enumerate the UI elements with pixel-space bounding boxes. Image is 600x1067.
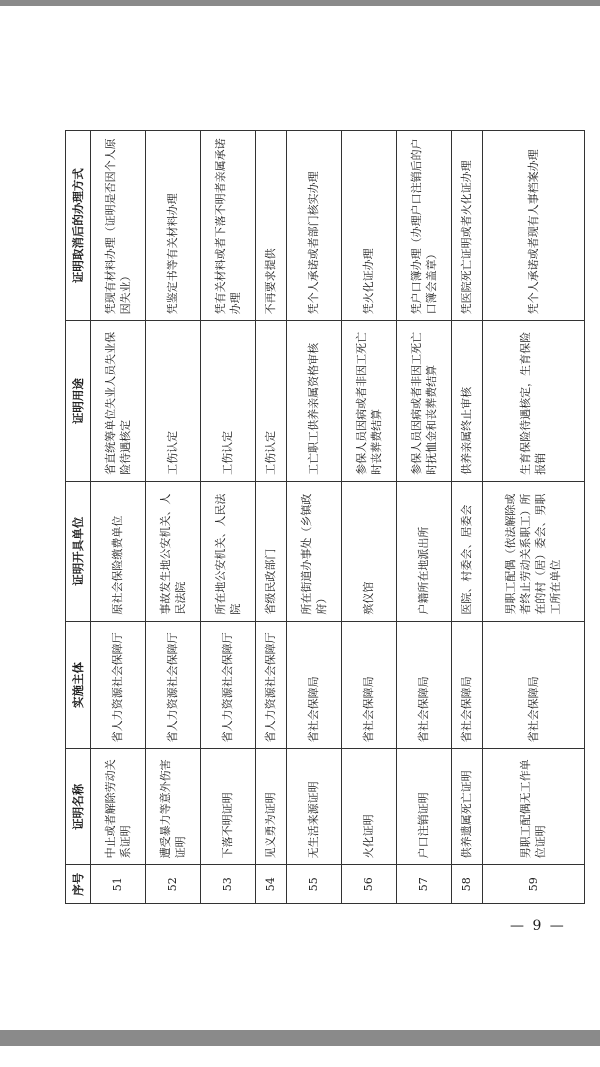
table-header-row bbox=[66, 131, 91, 904]
header-after: 证明取消后的办理方式 bbox=[66, 131, 91, 321]
row-after: 凭个人承诺或者部门核实办理 bbox=[286, 131, 341, 321]
table-row bbox=[145, 131, 200, 904]
row-purpose: 工亡职工供养亲属资格审核 bbox=[286, 321, 341, 482]
row-no: 53 bbox=[200, 865, 255, 904]
row-purpose: 工伤认定 bbox=[200, 321, 255, 482]
row-name: 户口注销证明 bbox=[396, 749, 451, 865]
row-after: 凭医院死亡证明或者火化证办理 bbox=[451, 131, 482, 321]
row-purpose: 生育保险待遇核定，生育保险报销 bbox=[482, 321, 584, 482]
row-name: 中止或者解除劳动关系证明 bbox=[91, 749, 146, 865]
row-purpose: 参保人员因病或者非因工死亡时丧葬费结算 bbox=[341, 321, 396, 482]
row-name: 见义勇为证明 bbox=[255, 749, 286, 865]
row-name: 下落不明证明 bbox=[200, 749, 255, 865]
row-issuer: 男职工配偶（依法解除或者终止劳动关系职工）所在的村（居）委会、男职工所在单位 bbox=[482, 481, 584, 621]
row-after: 凭鉴定书等有关材料办理 bbox=[145, 131, 200, 321]
row-subject: 省社会保障局 bbox=[451, 621, 482, 749]
row-purpose: 参保人员因病或者非因工死亡时抚恤金和丧葬费结算 bbox=[396, 321, 451, 482]
row-subject: 省社会保障局 bbox=[341, 621, 396, 749]
row-after: 凭现有材料办理（证明是否因个人原因失业） bbox=[91, 131, 146, 321]
row-no: 59 bbox=[482, 865, 584, 904]
row-purpose: 省直统筹单位失业人员失业保险待遇核定 bbox=[91, 321, 146, 482]
row-no: 51 bbox=[91, 865, 146, 904]
row-issuer: 殡仪馆 bbox=[341, 481, 396, 621]
row-after: 凭火化证办理 bbox=[341, 131, 396, 321]
row-name: 遭受暴力等意外伤害证明 bbox=[145, 749, 200, 865]
row-subject: 省社会保障局 bbox=[396, 621, 451, 749]
table-row bbox=[255, 131, 286, 904]
table-row bbox=[482, 131, 584, 904]
row-issuer: 所在街道办事处（乡镇政府） bbox=[286, 481, 341, 621]
row-no: 54 bbox=[255, 865, 286, 904]
row-issuer: 户籍所在地派出所 bbox=[396, 481, 451, 621]
row-subject: 省人力资源社会保障厅 bbox=[145, 621, 200, 749]
row-subject: 省社会保障局 bbox=[286, 621, 341, 749]
row-subject: 省人力资源社会保障厅 bbox=[91, 621, 146, 749]
row-purpose: 工伤认定 bbox=[145, 321, 200, 482]
row-after: 凭个人承诺或者现有人事档案办理 bbox=[482, 131, 584, 321]
table-row bbox=[91, 131, 146, 904]
row-no: 55 bbox=[286, 865, 341, 904]
row-issuer: 省级民政部门 bbox=[255, 481, 286, 621]
row-name: 无生活来源证明 bbox=[286, 749, 341, 865]
row-name: 男职工配偶无工作单位证明 bbox=[482, 749, 584, 865]
row-purpose: 工伤认定 bbox=[255, 321, 286, 482]
table-row bbox=[396, 131, 451, 904]
row-no: 52 bbox=[145, 865, 200, 904]
row-purpose: 供养亲属终止审核 bbox=[451, 321, 482, 482]
row-no: 56 bbox=[341, 865, 396, 904]
top-bar bbox=[0, 0, 600, 6]
row-name: 火化证明 bbox=[341, 749, 396, 865]
row-subject: 省社会保障局 bbox=[482, 621, 584, 749]
bottom-bar bbox=[0, 1030, 600, 1046]
row-no: 57 bbox=[396, 865, 451, 904]
table-row bbox=[286, 131, 341, 904]
table-row bbox=[200, 131, 255, 904]
header-name: 证明名称 bbox=[66, 749, 91, 865]
row-after: 凭户口簿办理（办理户口注销后的户口簿会盖章） bbox=[396, 131, 451, 321]
row-no: 58 bbox=[451, 865, 482, 904]
row-subject: 省人力资源社会保障厅 bbox=[200, 621, 255, 749]
row-after: 不再要求提供 bbox=[255, 131, 286, 321]
table-row bbox=[341, 131, 396, 904]
row-subject: 省人力资源社会保障厅 bbox=[255, 621, 286, 749]
header-subject: 实施主体 bbox=[66, 621, 91, 749]
header-issuer: 证明开具单位 bbox=[66, 481, 91, 621]
header-purpose: 证明用途 bbox=[66, 321, 91, 482]
row-name: 供养遗属死亡证明 bbox=[451, 749, 482, 865]
certificate-table bbox=[65, 130, 585, 904]
row-issuer: 原社会保险缴费单位 bbox=[91, 481, 146, 621]
page-number: — 9 — bbox=[510, 918, 566, 934]
row-after: 凭有关材料或者下落不明者亲属承诺办理 bbox=[200, 131, 255, 321]
table-row bbox=[451, 131, 482, 904]
row-issuer: 医院、村委会、居委会 bbox=[451, 481, 482, 621]
row-issuer: 所在地公安机关、人民法院 bbox=[200, 481, 255, 621]
rotated-table-container bbox=[65, 130, 585, 904]
row-issuer: 事故发生地公安机关、人民法院 bbox=[145, 481, 200, 621]
header-no: 序号 bbox=[66, 865, 91, 904]
